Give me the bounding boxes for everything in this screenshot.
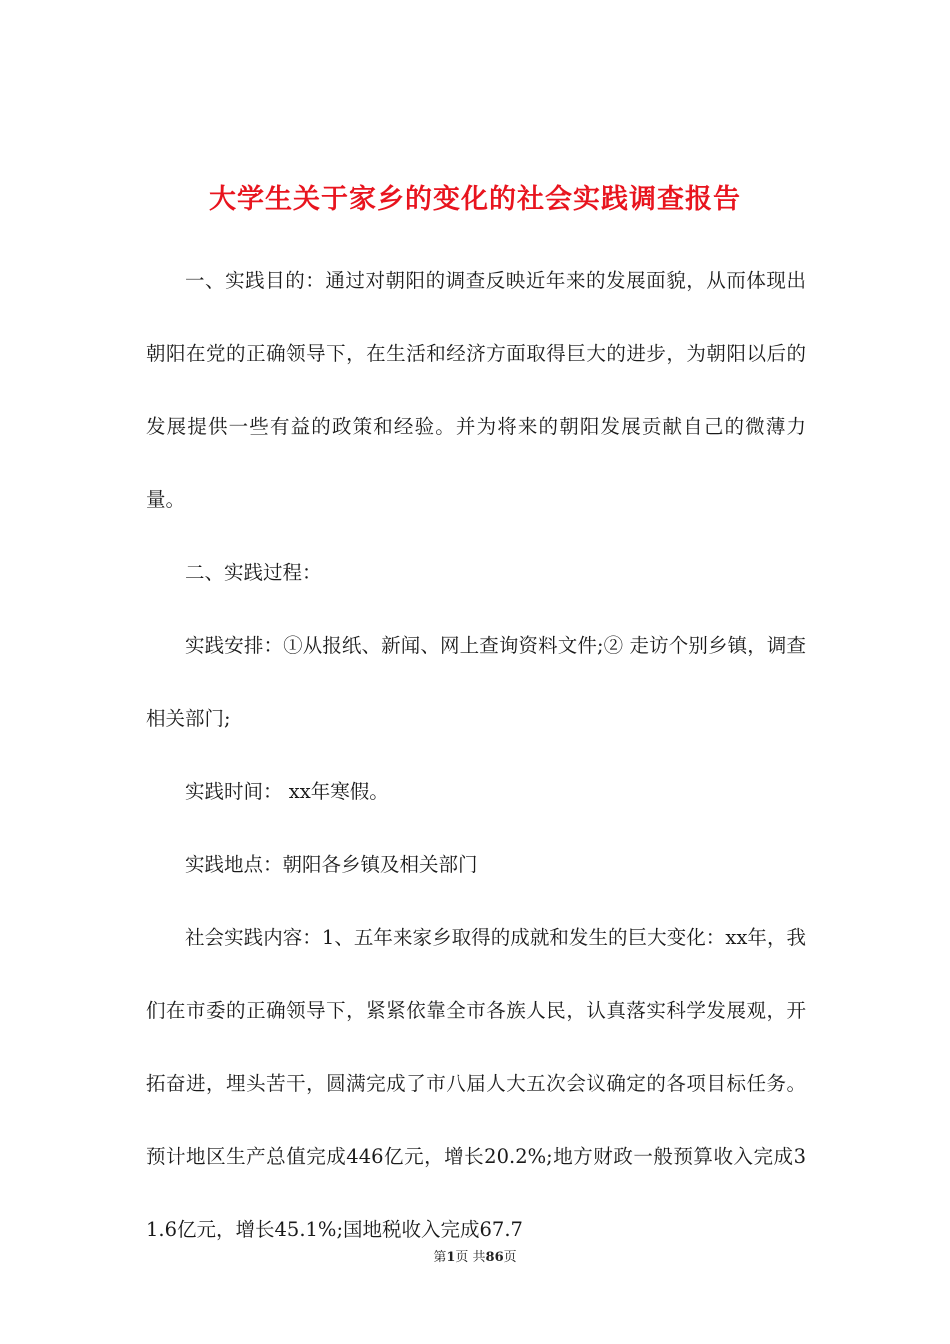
footer-total-pages: 86 bbox=[485, 1250, 504, 1265]
paragraph-process-heading: 二、实践过程： bbox=[185, 561, 322, 584]
footer-prefix: 第 bbox=[433, 1250, 447, 1265]
footer-middle: 页 共 bbox=[455, 1250, 486, 1265]
page-footer bbox=[0, 1248, 950, 1268]
footer-page-number: 1 bbox=[446, 1250, 456, 1265]
paragraph-time: 实践时间： xx年寒假。 bbox=[185, 780, 389, 803]
document-body bbox=[146, 244, 806, 1266]
document-title: 大学生关于家乡的变化的社会实践调查报告 bbox=[209, 184, 741, 215]
paragraph-arrangement: 实践安排：①从报纸、新闻、网上查询资料文件;② 走访个别乡镇，调查相关部门; bbox=[146, 634, 806, 730]
footer-suffix: 页 bbox=[503, 1250, 517, 1265]
paragraph-purpose: 一、实践目的：通过对朝阳的调查反映近年来的发展面貌，从而体现出朝阳在党的正确领导下，在生活和经济方面取得巨大的进步，为朝阳以后的发展提供一些有益的政策和经验。并为将来的朝阳发展贡献自己的微薄力量。 bbox=[146, 269, 806, 511]
paragraph-location: 实践地点：朝阳各乡镇及相关部门 bbox=[185, 853, 478, 876]
paragraph-content: 社会实践内容：1、五年来家乡取得的成就和发生的巨大变化：xx年，我们在市委的正确领导下，紧紧依靠全市各族人民，认真落实科学发展观，开拓奋进，埋头苦干，圆满完成了市八届人大五次会议确定的各项目标任务。预计地区生产总值完成446亿元，增长20.2%;地方财政一般预算收入完成31.6亿元，增长45.1%;国地税收入完成67.7 bbox=[146, 926, 806, 1241]
